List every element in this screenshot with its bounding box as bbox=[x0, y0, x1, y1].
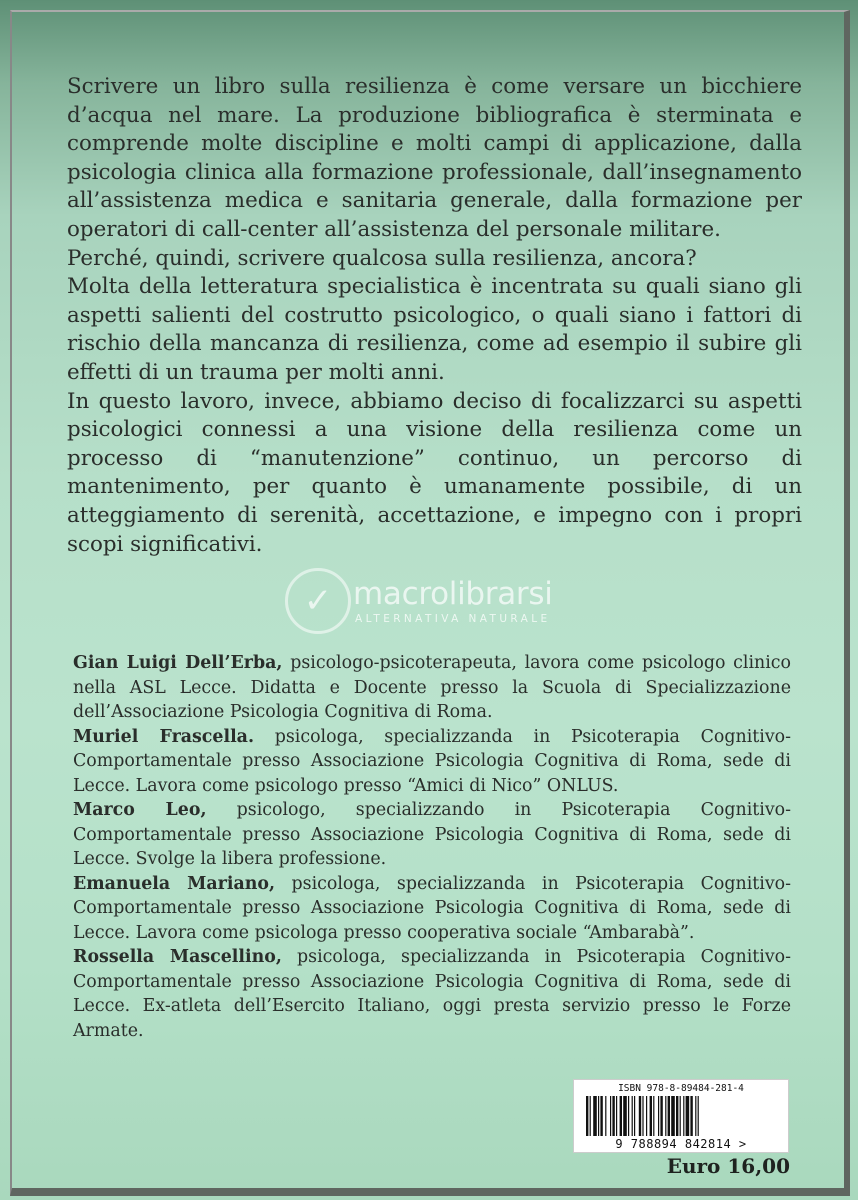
author-name: Gian Luigi Dell’Erba, bbox=[73, 653, 283, 673]
intro-paragraph-2: Perché, quindi, scrivere qualcosa sulla resilienza, ancora? bbox=[67, 245, 697, 271]
author-bios bbox=[73, 651, 791, 1043]
intro-paragraph-4: In questo lavoro, invece, abbiamo deciso di focalizzarci su aspetti psicologici connessi a una visione della resilienza come un processo di “manutenzione” continuo, un percorso di mantenimento, per quanto è umanamente possibile, di un atteggiamento di serenità, accettazione, e impegno con i propri scopi significativi. bbox=[67, 388, 802, 557]
author-bio: Gian Luigi Dell’Erba, psicologo-psicoterapeuta, lavora come psicologo clinico nella ASL Lecce. Didatta e Docente presso la Scuola di Specializzazione dell’Associazione Psicologia Cognitiva di Roma. bbox=[73, 653, 791, 722]
author-name: Muriel Frascella. bbox=[73, 726, 255, 747]
watermark-tagline: ALTERNATIVA NATURALE bbox=[355, 613, 551, 625]
author-bio: Emanuela Mariano, psicologa, specializzanda in Psicoterapia Cognitivo-Comportamentale presso Associazione Psicologia Cognitiva di Roma, sede di Lecce. Lavora come psicologa presso cooperativa sociale “Ambarabà”. bbox=[73, 873, 791, 943]
watermark-name: macrolibrarsi bbox=[353, 576, 553, 612]
barcode-bars bbox=[586, 1096, 776, 1136]
author-bio: Muriel Frascella. psicologa, specializzanda in Psicoterapia Cognitivo-Comportamentale presso Associazione Psicologia Cognitiva di Roma, sede di Lecce. Lavora come psicologo presso “Amici di Nico” ONLUS. bbox=[73, 726, 791, 796]
price-label: Euro 16,00 bbox=[666, 1154, 790, 1178]
intro-paragraph-1: Scrivere un libro sulla resilienza è come versare un bicchiere d’acqua nel mare. La produzione bibliografica è sterminata e comprende molte discipline e molti campi di applicazione, dalla psicologia clinica alla formazione professionale, dall’insegnamento all’assistenza medica e sanitaria generale, dalla formazione per operatori di call-center all’assistenza del personale militare. bbox=[67, 74, 802, 242]
watermark-logo bbox=[285, 568, 585, 634]
leaf-circle-icon: ✓ bbox=[285, 568, 351, 634]
author-name: Rossella Mascellino, bbox=[73, 947, 282, 967]
isbn-barcode bbox=[573, 1079, 789, 1153]
intro-text bbox=[67, 73, 802, 559]
author-bio: Rossella Mascellino, psicologa, specializzanda in Psicoterapia Cognitivo-Comportamentale presso Associazione Psicologia Cognitiva di Roma, sede di Lecce. Ex-atleta dell’Esercito Italiano, oggi presta servizio presso le Forze Armate. bbox=[73, 947, 791, 1041]
barcode-number: 9 788894 842814 > bbox=[615, 1137, 747, 1151]
isbn-label: ISBN 978-8-89484-281-4 bbox=[618, 1083, 744, 1094]
author-name: Marco Leo, bbox=[73, 800, 207, 820]
author-bio: Marco Leo, psicologo, specializzando in Psicoterapia Cognitivo-Comportamentale presso Associazione Psicologia Cognitiva di Roma, sede di Lecce. Svolge la libera professione. bbox=[73, 800, 791, 869]
author-name: Emanuela Mariano, bbox=[73, 873, 276, 894]
intro-paragraph-3: Molta della letteratura specialistica è incentrata su quali siano gli aspetti salienti del costrutto psicologico, o quali siano i fattori di rischio della mancanza di resilienza, come ad esempio il subire gli effetti di un trauma per molti anni. bbox=[67, 274, 802, 385]
